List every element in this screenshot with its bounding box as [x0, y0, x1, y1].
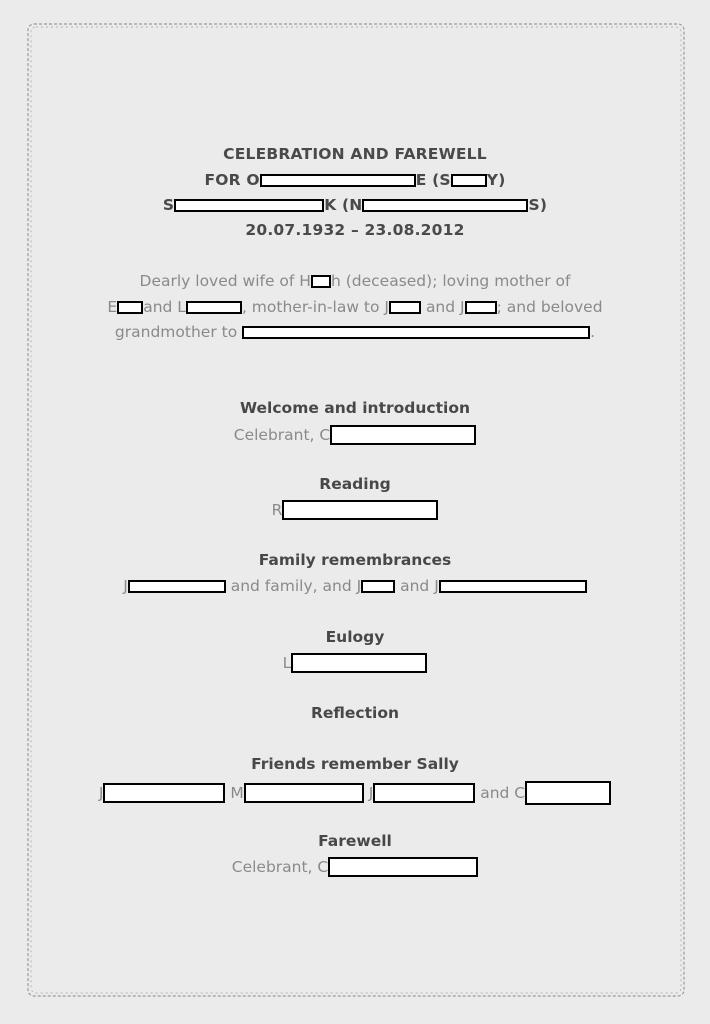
detail-family-remembrances: J and family, and J and J: [0, 577, 710, 595]
heading-welcome: Welcome and introduction: [239, 399, 471, 417]
program-title: CELEBRATION AND FAREWELL: [223, 145, 487, 163]
heading-farewell: Farewell: [318, 832, 392, 850]
redaction: [373, 783, 475, 803]
detail-reading: R: [0, 500, 710, 520]
heading-eulogy: Eulogy: [325, 628, 385, 646]
redaction: [525, 781, 611, 805]
redaction: [242, 326, 590, 339]
redaction: [117, 301, 143, 314]
redaction: [465, 301, 497, 314]
life-dates: 20.07.1932 – 23.08.2012: [245, 221, 465, 239]
redaction: [361, 580, 395, 593]
heading-friends-remember: Friends remember Sally: [251, 755, 459, 773]
redaction: [128, 580, 226, 593]
heading-reading: Reading: [319, 475, 391, 493]
redaction: [439, 580, 587, 593]
redaction: [282, 500, 438, 520]
redaction: [311, 275, 331, 288]
heading-reflection: Reflection: [310, 704, 400, 722]
detail-farewell: Celebrant, C: [0, 857, 710, 877]
tribute-line-2: E and L , mother-in-law to J and J ; and beloved: [107, 298, 603, 316]
redaction: [186, 301, 242, 314]
tribute-line-1: Dearly loved wife of H h (deceased); loving mother of: [139, 272, 571, 290]
redaction: [330, 425, 476, 445]
redaction: [244, 783, 364, 803]
honoree-line: FOR O E (S Y): [204, 171, 506, 189]
redaction: [362, 199, 528, 212]
redaction: [328, 857, 478, 877]
redaction: [103, 783, 225, 803]
tribute-line-3: grandmother to .: [114, 323, 596, 341]
heading-family-remembrances: Family remembrances: [258, 551, 452, 569]
redaction: [451, 174, 487, 187]
detail-friends-remember: J M J and C: [0, 781, 710, 805]
honoree-maiden-name-line: S K (N S): [162, 196, 548, 214]
detail-eulogy: L: [0, 653, 710, 673]
redaction: [389, 301, 421, 314]
redaction: [291, 653, 427, 673]
redaction: [260, 174, 416, 187]
detail-welcome: Celebrant, C: [0, 425, 710, 445]
redaction: [174, 199, 324, 212]
